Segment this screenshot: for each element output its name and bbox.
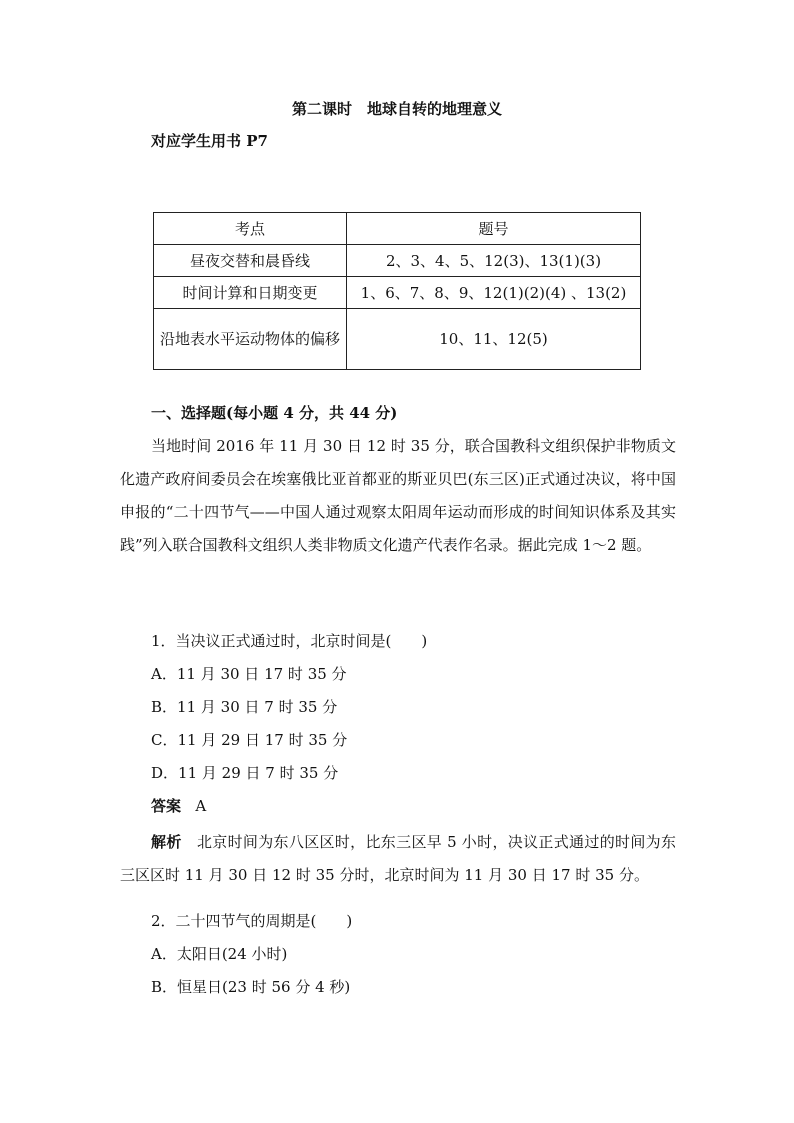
question-2-option-b: B．恒星日(23 时 56 分 4 秒) [151,978,351,996]
answer-label: 答案 [151,797,182,815]
question-1-option-a: A．11 月 30 日 17 时 35 分 [151,665,347,683]
question-2-option-a: A．太阳日(24 小时) [151,945,288,963]
page-subtitle: 对应学生用书 P7 [151,132,268,150]
question-1-stem: 1．当决议正式通过时，北京时间是( ) [151,632,428,650]
table-row [154,245,641,277]
table-row [154,277,641,309]
table-row [154,309,641,370]
table-header-row [154,213,641,245]
section-heading: 一、选择题(每小题 4 分，共 44 分) [151,404,398,422]
page-title: 第二课时 地球自转的地理意义 [291,100,502,118]
question-2-stem: 2．二十四节气的周期是( ) [151,912,353,930]
analysis-text: 北京时间为东八区区时，比东三区早 5 小时，决议正式通过的时间为东三区区时 11 月 30 日 12 时 35 分时，北京时间为 11 月 30 日 17 时 35 分。 [120,833,676,884]
analysis-label: 解析 [151,833,182,851]
question-1-analysis [120,826,676,892]
question-1-option-d: D．11 月 29 日 7 时 35 分 [151,764,339,782]
table-cell: 1、6、7、8、9、12(1)(2)(4) 、13(2) [347,277,641,309]
table-cell: 2、3、4、5、12(3)、13(1)(3) [347,245,641,277]
table-cell: 时间计算和日期变更 [154,277,347,309]
question-1-option-c: C．11 月 29 日 17 时 35 分 [151,731,348,749]
answer-value: A [195,797,207,815]
topic-table [153,212,641,370]
table-cell: 昼夜交替和晨昏线 [154,245,347,277]
table-header-cell: 题号 [347,213,641,245]
table-cell: 沿地表水平运动物体的偏移 [154,309,347,370]
question-1-answer [151,795,206,816]
question-1-option-b: B．11 月 30 日 7 时 35 分 [151,698,338,716]
table-header-cell: 考点 [154,213,347,245]
table-cell: 10、11、12(5) [347,309,641,370]
intro-paragraph: 当地时间 2016 年 11 月 30 日 12 时 35 分，联合国教科文组织保护非物质文化遗产政府间委员会在埃塞俄比亚首都亚的斯亚贝巴(东三区)正式通过决议，将中国申报的“二十四节气——中国人通过观察太阳周年运动而形成的时间知识体系及其实践”列入联合国教科文组织人类非物质文化遗产代表作名录。据此完成 1～2 题。 [120,437,676,554]
